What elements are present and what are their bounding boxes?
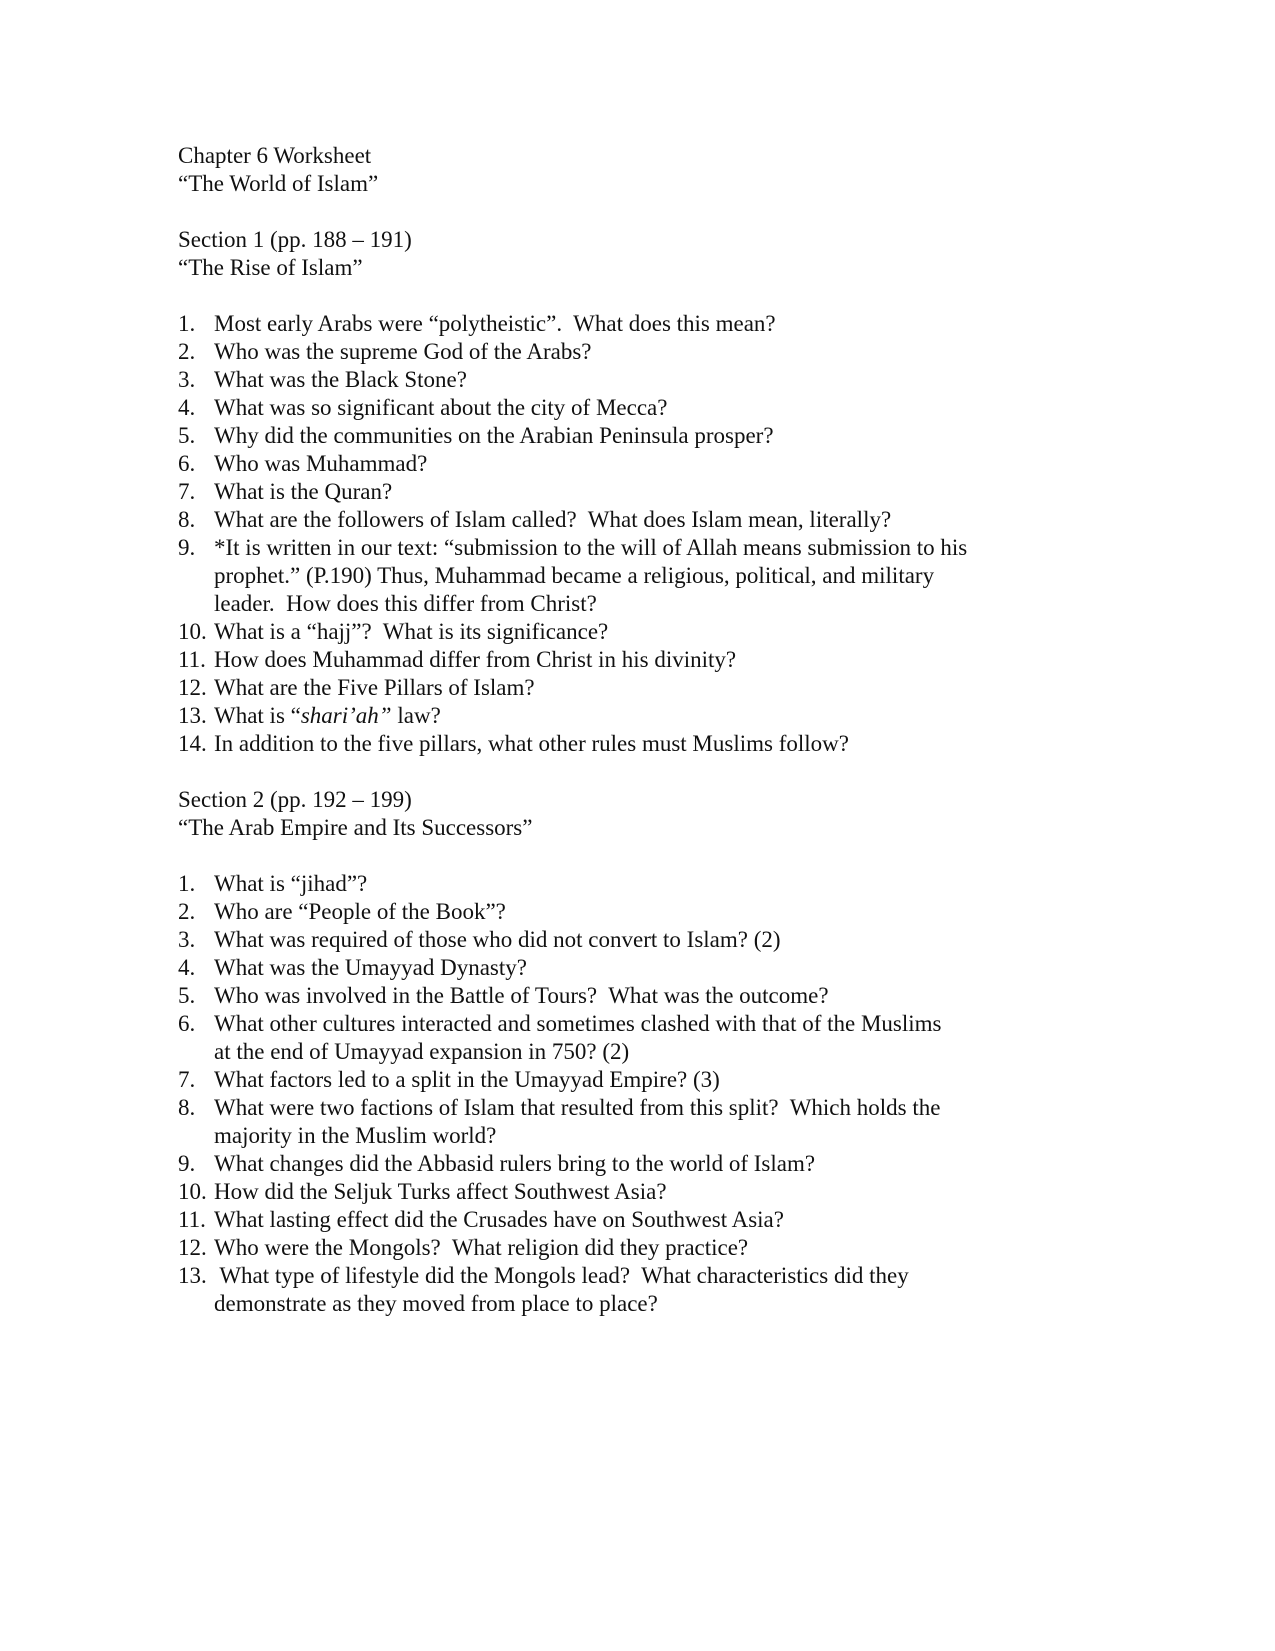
- question-text: What are the Five Pillars of Islam?: [214, 675, 535, 700]
- question-item: [178, 1262, 1058, 1318]
- question-text: Who are “People of the Book”?: [214, 899, 506, 924]
- question-item: [178, 1094, 1058, 1150]
- question-number: 12.: [178, 1235, 207, 1260]
- question-text: Who were the Mongols? What religion did they practice?: [214, 1235, 749, 1260]
- question-item: [178, 618, 1058, 646]
- question-item: [178, 394, 1058, 422]
- question-item: [178, 1234, 1058, 1262]
- question-item: [178, 954, 1058, 982]
- question-number: 4.: [178, 955, 196, 980]
- question-item: [178, 926, 1058, 954]
- question-text: What factors led to a split in the Umayyad Empire? (3): [214, 1067, 720, 1092]
- question-text: What was so significant about the city of Mecca?: [214, 395, 668, 420]
- question-item: [178, 646, 1058, 674]
- question-text: Most early Arabs were “polytheistic”. What does this mean?: [214, 311, 776, 336]
- question-number: 10.: [178, 1179, 207, 1204]
- question-number: 14.: [178, 731, 207, 756]
- question-number: 6.: [178, 1011, 196, 1036]
- worksheet-title: Chapter 6 Worksheet: [178, 143, 372, 168]
- question-number: 12.: [178, 675, 207, 700]
- question-number: 5.: [178, 983, 196, 1008]
- question-number: 7.: [178, 1067, 196, 1092]
- question-item: [178, 338, 1058, 366]
- section-2-subheading: “The Arab Empire and Its Successors”: [178, 815, 533, 840]
- section-1-heading: Section 1 (pp. 188 – 191): [178, 227, 412, 252]
- question-text: What is “jihad”?: [214, 871, 368, 896]
- question-item: [178, 1066, 1058, 1094]
- worksheet-page: [178, 142, 1058, 1318]
- question-number: 1.: [178, 311, 196, 336]
- question-item: [178, 1178, 1058, 1206]
- question-text: *It is written in our text: “submission to the will of Allah means submission to his: [214, 535, 968, 560]
- question-number: 13.: [178, 1263, 207, 1288]
- question-number: 11.: [178, 647, 206, 672]
- question-item: [178, 702, 1058, 730]
- question-text: at the end of Umayyad expansion in 750? (2): [214, 1039, 630, 1064]
- question-text-italic: shari’ah”: [300, 703, 392, 728]
- question-number: 9.: [178, 535, 196, 560]
- question-item: [178, 674, 1058, 702]
- question-text: What were two factions of Islam that resulted from this split? Which holds the: [214, 1095, 941, 1120]
- question-text: demonstrate as they moved from place to place?: [214, 1291, 658, 1316]
- question-item: [178, 730, 1058, 758]
- spacer: [178, 758, 1058, 786]
- spacer: [178, 198, 1058, 226]
- question-item: [178, 534, 1058, 618]
- question-number: 3.: [178, 927, 196, 952]
- question-text: prophet.” (P.190) Thus, Muhammad became a religious, political, and military: [214, 563, 935, 588]
- question-number: 11.: [178, 1207, 206, 1232]
- question-text: Why did the communities on the Arabian Peninsula prosper?: [214, 423, 774, 448]
- question-text: What type of lifestyle did the Mongols lead? What characteristics did they: [214, 1263, 909, 1288]
- question-text: leader. How does this differ from Christ?: [214, 591, 597, 616]
- question-number: 5.: [178, 423, 196, 448]
- question-text: What is a “hajj”? What is its significance?: [214, 619, 609, 644]
- question-item: [178, 422, 1058, 450]
- section-1-subheading: “The Rise of Islam”: [178, 255, 363, 280]
- question-number: 2.: [178, 899, 196, 924]
- question-number: 1.: [178, 871, 196, 896]
- spacer: [178, 842, 1058, 870]
- question-item: [178, 1010, 1058, 1066]
- question-text-prefix: What is “: [214, 703, 301, 728]
- question-number: 8.: [178, 1095, 196, 1120]
- question-number: 13.: [178, 703, 207, 728]
- worksheet-subtitle: “The World of Islam”: [178, 171, 379, 196]
- question-text: In addition to the five pillars, what other rules must Muslims follow?: [214, 731, 849, 756]
- question-item: [178, 366, 1058, 394]
- question-text: How does Muhammad differ from Christ in his divinity?: [214, 647, 737, 672]
- question-text: Who was the supreme God of the Arabs?: [214, 339, 592, 364]
- question-text: What is the Quran?: [214, 479, 393, 504]
- question-item: [178, 1206, 1058, 1234]
- question-text: How did the Seljuk Turks affect Southwest Asia?: [214, 1179, 667, 1204]
- question-number: 6.: [178, 451, 196, 476]
- question-number: 8.: [178, 507, 196, 532]
- question-item: [178, 1150, 1058, 1178]
- question-item: [178, 478, 1058, 506]
- question-text: What changes did the Abbasid rulers bring to the world of Islam?: [214, 1151, 816, 1176]
- question-number: 9.: [178, 1151, 196, 1176]
- question-text: What was the Umayyad Dynasty?: [214, 955, 527, 980]
- question-text: What was the Black Stone?: [214, 367, 467, 392]
- question-item: [178, 898, 1058, 926]
- question-text: majority in the Muslim world?: [214, 1123, 497, 1148]
- question-number: 10.: [178, 619, 207, 644]
- question-text: Who was involved in the Battle of Tours? What was the outcome?: [214, 983, 829, 1008]
- question-item: [178, 450, 1058, 478]
- question-number: 2.: [178, 339, 196, 364]
- question-item: [178, 506, 1058, 534]
- question-text-suffix: law?: [391, 703, 441, 728]
- spacer: [178, 282, 1058, 310]
- question-item: [178, 310, 1058, 338]
- question-text: [214, 702, 1058, 730]
- question-text: What was required of those who did not convert to Islam? (2): [214, 927, 781, 952]
- question-text: What are the followers of Islam called? What does Islam mean, literally?: [214, 507, 892, 532]
- question-text: What other cultures interacted and sometimes clashed with that of the Muslims: [214, 1011, 942, 1036]
- section-2-question-list: [178, 870, 1058, 1318]
- question-text: What lasting effect did the Crusades have on Southwest Asia?: [214, 1207, 784, 1232]
- question-item: [178, 870, 1058, 898]
- question-item: [178, 982, 1058, 1010]
- question-number: 4.: [178, 395, 196, 420]
- question-text: Who was Muhammad?: [214, 451, 428, 476]
- section-1-question-list: [178, 310, 1058, 758]
- section-2-heading: Section 2 (pp. 192 – 199): [178, 787, 412, 812]
- question-number: 7.: [178, 479, 196, 504]
- question-number: 3.: [178, 367, 196, 392]
